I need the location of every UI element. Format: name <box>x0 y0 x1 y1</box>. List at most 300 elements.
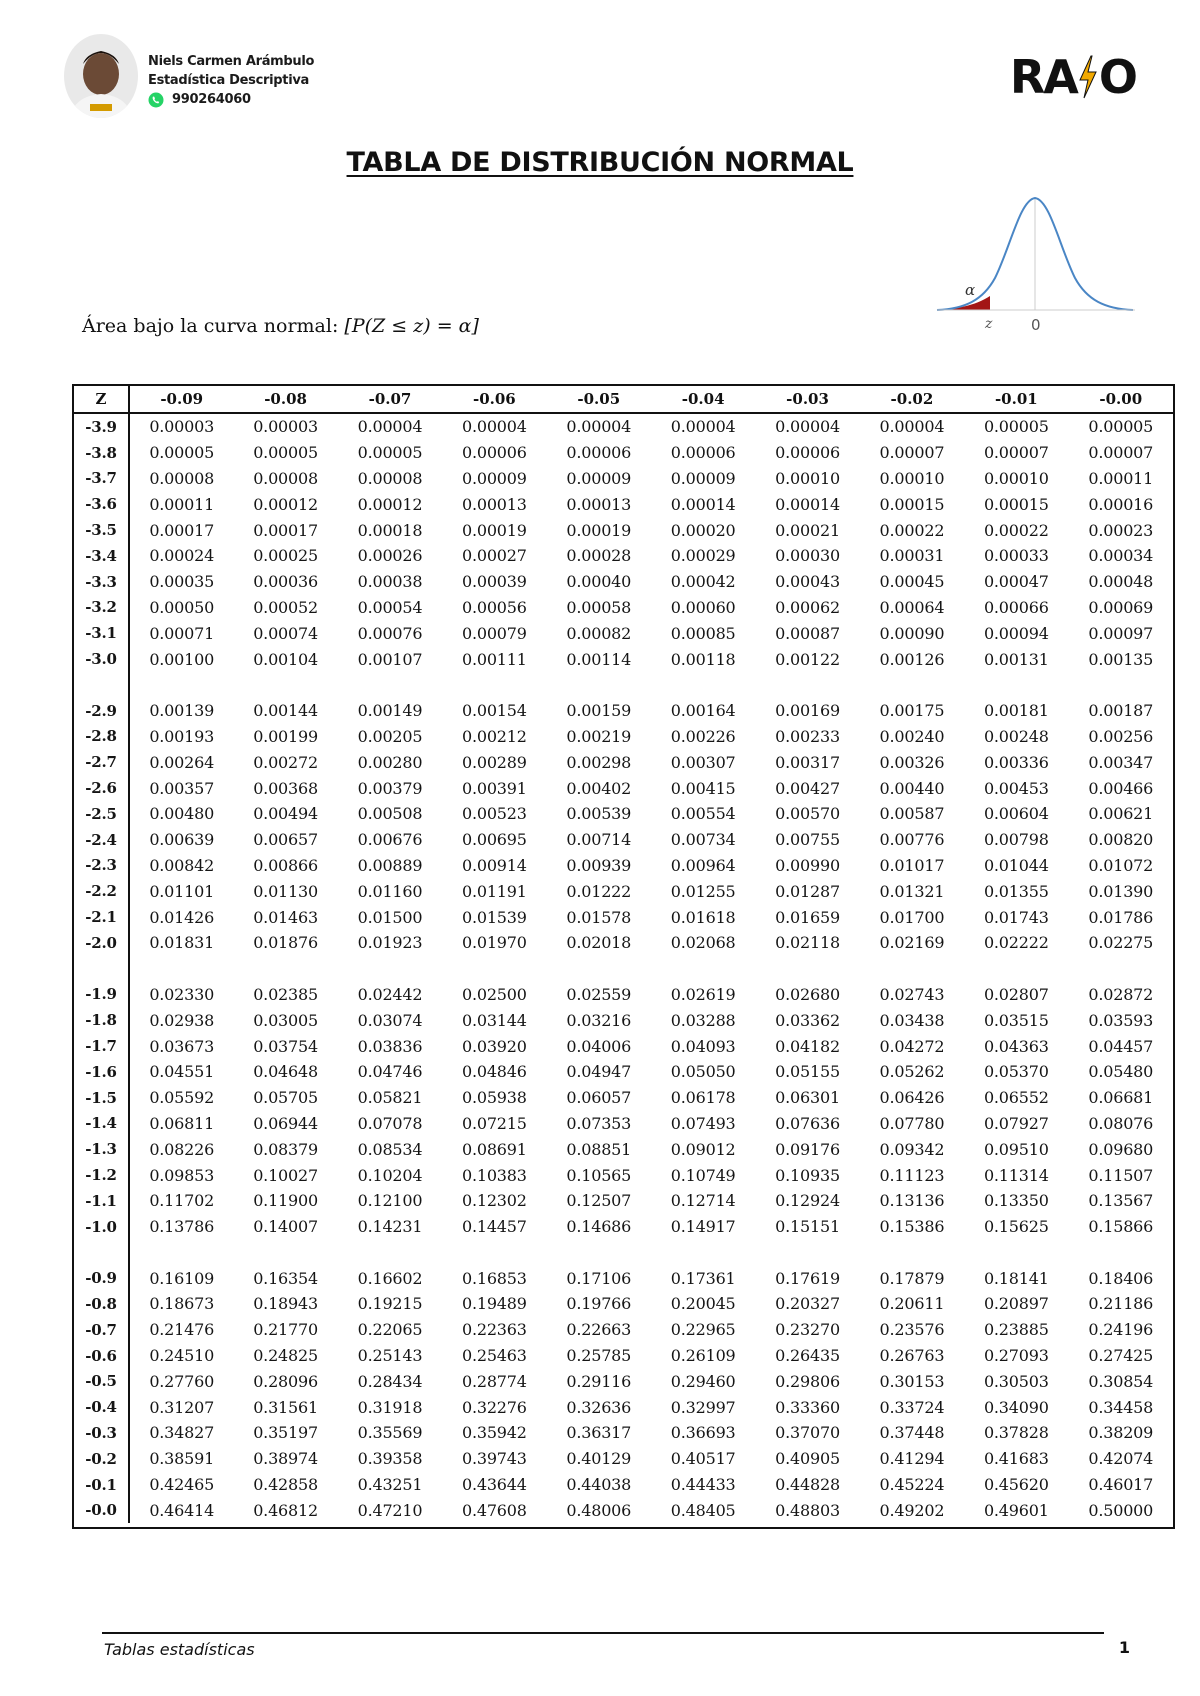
probability-cell: 0.46812 <box>253 1500 318 1520</box>
probability-cell: 0.04093 <box>670 1036 736 1056</box>
probability-cell: 0.03288 <box>670 1010 736 1030</box>
probability-cell: 0.00004 <box>670 417 736 437</box>
probability-cell: 0.00039 <box>461 572 527 592</box>
probability-cell: 0.02330 <box>149 984 215 1004</box>
spacer-cell <box>74 1240 129 1266</box>
spacer-cell <box>233 1240 337 1266</box>
probability-cell: 0.00023 <box>1088 520 1154 540</box>
probability-cell: 0.29806 <box>775 1371 840 1391</box>
probability-cell: 0.47608 <box>461 1500 527 1520</box>
probability-cell: 0.00097 <box>1088 623 1154 643</box>
spacer-cell <box>964 1240 1068 1266</box>
z-value-cell: -1.0 <box>74 1214 129 1240</box>
area-description <box>82 315 479 337</box>
spacer-cell <box>860 1240 964 1266</box>
probability-cell: 0.00755 <box>775 830 840 850</box>
probability-cell: 0.41294 <box>879 1449 945 1469</box>
probability-cell: 0.03673 <box>149 1036 215 1056</box>
probability-cell: 0.06178 <box>670 1088 736 1108</box>
probability-cell: 0.16354 <box>253 1268 318 1288</box>
table-row <box>74 1136 1173 1162</box>
probability-cell: 0.21770 <box>253 1320 318 1340</box>
probability-cell: 0.00169 <box>775 701 840 721</box>
probability-cell: 0.05262 <box>879 1062 945 1082</box>
probability-cell: 0.00480 <box>149 804 215 824</box>
probability-cell: 0.00357 <box>149 778 215 798</box>
probability-cell: 0.00013 <box>566 494 632 514</box>
probability-cell: 0.31918 <box>357 1397 423 1417</box>
probability-cell: 0.00233 <box>775 726 840 746</box>
probability-cell: 0.06944 <box>253 1113 318 1133</box>
probability-cell: 0.38209 <box>1088 1423 1154 1443</box>
zero-label: 0 <box>1031 316 1041 334</box>
probability-cell: 0.00090 <box>879 623 945 643</box>
column-header: -0.01 <box>964 386 1068 413</box>
z-value-cell: -3.2 <box>74 595 129 621</box>
spacer-cell <box>129 672 233 698</box>
probability-cell: 0.00012 <box>357 494 423 514</box>
block-spacer-row <box>74 1240 1173 1266</box>
probability-cell: 0.09510 <box>983 1139 1049 1159</box>
probability-cell: 0.00317 <box>775 752 840 772</box>
probability-cell: 0.13350 <box>983 1191 1049 1211</box>
page-number: 1 <box>1118 1638 1130 1657</box>
table-row <box>74 853 1173 879</box>
probability-cell: 0.01101 <box>149 881 215 901</box>
z-value-cell: -3.4 <box>74 543 129 569</box>
z-value-cell: -3.8 <box>74 440 129 466</box>
probability-cell: 0.00076 <box>357 623 423 643</box>
probability-cell: 0.00820 <box>1088 830 1154 850</box>
probability-cell: 0.06811 <box>149 1113 215 1133</box>
probability-cell: 0.00006 <box>566 443 632 463</box>
z-value-cell: -1.4 <box>74 1111 129 1137</box>
probability-cell: 0.48803 <box>775 1500 840 1520</box>
probability-cell: 0.00008 <box>149 468 215 488</box>
probability-cell: 0.00024 <box>149 546 215 566</box>
probability-cell: 0.00008 <box>253 468 318 488</box>
spacer-cell <box>74 672 129 698</box>
table-body <box>74 413 1173 1523</box>
probability-cell: 0.36693 <box>670 1423 736 1443</box>
z-value-cell: -1.5 <box>74 1085 129 1111</box>
spacer-cell <box>755 672 859 698</box>
probability-cell: 0.26763 <box>879 1346 945 1366</box>
z-value-cell: -3.9 <box>74 413 129 440</box>
z-value-cell: -3.3 <box>74 569 129 595</box>
probability-cell: 0.04457 <box>1088 1036 1154 1056</box>
probability-cell: 0.09012 <box>670 1139 736 1159</box>
probability-cell: 0.00402 <box>566 778 632 798</box>
table-row <box>74 466 1173 492</box>
probability-cell: 0.00006 <box>775 443 840 463</box>
probability-cell: 0.33724 <box>879 1397 945 1417</box>
probability-cell: 0.01970 <box>461 933 527 953</box>
z-value-cell: -2.6 <box>74 775 129 801</box>
probability-cell: 0.00012 <box>253 494 318 514</box>
probability-cell: 0.03362 <box>775 1010 840 1030</box>
table-row <box>74 517 1173 543</box>
block-spacer-row <box>74 956 1173 982</box>
probability-cell: 0.16853 <box>461 1268 527 1288</box>
probability-cell: 0.35942 <box>461 1423 527 1443</box>
probability-cell: 0.04182 <box>775 1036 840 1056</box>
probability-cell: 0.00212 <box>461 726 527 746</box>
alpha-shaded-area <box>937 296 990 310</box>
probability-cell: 0.14686 <box>566 1217 632 1237</box>
probability-cell: 0.00028 <box>566 546 632 566</box>
probability-cell: 0.44038 <box>566 1475 632 1495</box>
probability-cell: 0.00114 <box>566 649 632 669</box>
probability-cell: 0.00714 <box>566 830 632 850</box>
author-avatar <box>64 34 138 118</box>
probability-cell: 0.10565 <box>566 1165 632 1185</box>
probability-cell: 0.16109 <box>149 1268 215 1288</box>
probability-cell: 0.27093 <box>983 1346 1049 1366</box>
probability-cell: 0.00604 <box>983 804 1049 824</box>
probability-cell: 0.03593 <box>1088 1010 1154 1030</box>
probability-cell: 0.00022 <box>983 520 1049 540</box>
column-header: -0.06 <box>442 386 546 413</box>
probability-cell: 0.00079 <box>461 623 527 643</box>
probability-cell: 0.00554 <box>670 804 736 824</box>
probability-cell: 0.03754 <box>253 1036 318 1056</box>
probability-cell: 0.00776 <box>879 830 945 850</box>
probability-cell: 0.00015 <box>983 494 1049 514</box>
probability-cell: 0.01222 <box>566 881 632 901</box>
probability-cell: 0.48405 <box>670 1500 736 1520</box>
probability-cell: 0.00523 <box>461 804 527 824</box>
table-row <box>74 904 1173 930</box>
probability-cell: 0.00866 <box>253 855 318 875</box>
z-value-cell: -0.5 <box>74 1368 129 1394</box>
probability-cell: 0.00621 <box>1088 804 1154 824</box>
probability-cell: 0.00368 <box>253 778 318 798</box>
spacer-cell <box>338 672 442 698</box>
probability-cell: 0.00038 <box>357 572 423 592</box>
probability-cell: 0.01618 <box>670 907 736 927</box>
z-value-cell: -3.5 <box>74 517 129 543</box>
table-row <box>74 646 1173 672</box>
probability-cell: 0.00018 <box>357 520 423 540</box>
probability-cell: 0.00011 <box>1088 468 1154 488</box>
probability-cell: 0.00048 <box>1088 572 1154 592</box>
probability-cell: 0.28096 <box>253 1371 318 1391</box>
spacer-cell <box>547 956 651 982</box>
spacer-cell <box>651 956 755 982</box>
z-value-cell: -0.9 <box>74 1265 129 1291</box>
probability-cell: 0.00347 <box>1088 752 1154 772</box>
probability-cell: 0.31561 <box>253 1397 318 1417</box>
probability-cell: 0.35569 <box>357 1423 423 1443</box>
probability-cell: 0.00043 <box>775 572 840 592</box>
probability-cell: 0.02018 <box>566 933 632 953</box>
probability-cell: 0.07927 <box>983 1113 1049 1133</box>
probability-cell: 0.00006 <box>670 443 736 463</box>
probability-cell: 0.00030 <box>775 546 840 566</box>
probability-cell: 0.07493 <box>670 1113 736 1133</box>
table-row <box>74 543 1173 569</box>
probability-cell: 0.29460 <box>670 1371 736 1391</box>
probability-cell: 0.00181 <box>983 701 1049 721</box>
probability-cell: 0.00085 <box>670 623 736 643</box>
probability-cell: 0.06426 <box>879 1088 945 1108</box>
probability-cell: 0.00074 <box>253 623 318 643</box>
probability-cell: 0.00199 <box>253 726 318 746</box>
probability-cell: 0.15386 <box>879 1217 945 1237</box>
probability-cell: 0.02807 <box>983 984 1049 1004</box>
probability-cell: 0.00248 <box>983 726 1049 746</box>
probability-cell: 0.02619 <box>670 984 736 1004</box>
probability-cell: 0.06057 <box>566 1088 632 1108</box>
probability-cell: 0.00587 <box>879 804 945 824</box>
spacer-cell <box>129 1240 233 1266</box>
probability-cell: 0.27760 <box>149 1371 215 1391</box>
probability-cell: 0.00240 <box>879 726 945 746</box>
probability-cell: 0.00149 <box>357 701 423 721</box>
probability-cell: 0.00205 <box>357 726 423 746</box>
probability-cell: 0.00107 <box>357 649 423 669</box>
spacer-cell <box>547 1240 651 1266</box>
probability-cell: 0.00004 <box>566 417 632 437</box>
probability-cell: 0.10204 <box>357 1165 423 1185</box>
z-value-cell: -1.3 <box>74 1136 129 1162</box>
probability-cell: 0.00842 <box>149 855 215 875</box>
probability-cell: 0.11900 <box>253 1191 318 1211</box>
probability-cell: 0.20045 <box>670 1294 736 1314</box>
phone-number: 990264060 <box>172 92 251 107</box>
z-value-cell: -0.1 <box>74 1472 129 1498</box>
probability-cell: 0.17361 <box>670 1268 736 1288</box>
z-value-cell: -1.7 <box>74 1033 129 1059</box>
table-row <box>74 698 1173 724</box>
probability-cell: 0.00040 <box>566 572 632 592</box>
probability-cell: 0.17879 <box>879 1268 945 1288</box>
probability-cell: 0.26109 <box>670 1346 736 1366</box>
column-header: -0.08 <box>233 386 337 413</box>
probability-cell: 0.10749 <box>670 1165 736 1185</box>
spacer-cell <box>1069 956 1173 982</box>
probability-cell: 0.25785 <box>566 1346 632 1366</box>
z-value-cell: -2.3 <box>74 853 129 879</box>
probability-cell: 0.00004 <box>879 417 945 437</box>
spacer-cell <box>964 672 1068 698</box>
probability-cell: 0.00427 <box>775 778 840 798</box>
probability-cell: 0.11702 <box>149 1191 215 1211</box>
probability-cell: 0.48006 <box>566 1500 632 1520</box>
probability-cell: 0.05821 <box>357 1088 423 1108</box>
probability-cell: 0.32636 <box>566 1397 632 1417</box>
probability-cell: 0.32276 <box>461 1397 527 1417</box>
probability-cell: 0.00280 <box>357 752 423 772</box>
probability-cell: 0.35197 <box>253 1423 318 1443</box>
probability-cell: 0.00034 <box>1088 546 1154 566</box>
probability-cell: 0.00639 <box>149 830 215 850</box>
probability-cell: 0.02118 <box>775 933 840 953</box>
table-row <box>74 749 1173 775</box>
probability-cell: 0.07780 <box>879 1113 945 1133</box>
probability-cell: 0.37070 <box>775 1423 840 1443</box>
spacer-cell <box>442 672 546 698</box>
z-value-cell: -0.7 <box>74 1317 129 1343</box>
probability-cell: 0.00307 <box>670 752 736 772</box>
probability-cell: 0.00017 <box>149 520 215 540</box>
probability-cell: 0.00004 <box>775 417 840 437</box>
table-row <box>74 1033 1173 1059</box>
table-row <box>74 801 1173 827</box>
probability-cell: 0.00379 <box>357 778 423 798</box>
probability-cell: 0.04648 <box>253 1062 318 1082</box>
probability-cell: 0.00027 <box>461 546 527 566</box>
whatsapp-icon <box>148 92 164 108</box>
probability-cell: 0.34458 <box>1088 1397 1154 1417</box>
probability-cell: 0.18406 <box>1088 1268 1154 1288</box>
z-value-cell: -3.1 <box>74 620 129 646</box>
probability-cell: 0.36317 <box>566 1423 632 1443</box>
probability-cell: 0.12302 <box>461 1191 527 1211</box>
table-row <box>74 1291 1173 1317</box>
z-value-cell: -2.1 <box>74 904 129 930</box>
probability-cell: 0.02500 <box>461 984 527 1004</box>
probability-cell: 0.01700 <box>879 907 945 927</box>
probability-cell: 0.26435 <box>775 1346 840 1366</box>
probability-cell: 0.30854 <box>1088 1371 1154 1391</box>
page-header <box>0 0 1200 140</box>
spacer-cell <box>442 1240 546 1266</box>
probability-cell: 0.45224 <box>879 1475 945 1495</box>
spacer-cell <box>442 956 546 982</box>
z-value-cell: -2.7 <box>74 749 129 775</box>
probability-cell: 0.00005 <box>357 443 423 463</box>
probability-cell: 0.00135 <box>1088 649 1154 669</box>
table-row <box>74 1111 1173 1137</box>
probability-cell: 0.40905 <box>775 1449 840 1469</box>
table-row <box>74 1343 1173 1369</box>
probability-cell: 0.10935 <box>775 1165 840 1185</box>
probability-cell: 0.28434 <box>357 1371 423 1391</box>
author-name: Niels Carmen Arámbulo <box>148 54 315 69</box>
probability-cell: 0.00009 <box>566 468 632 488</box>
probability-cell: 0.24510 <box>149 1346 215 1366</box>
normal-distribution-table <box>72 384 1175 1529</box>
area-description-prefix: Área bajo la curva normal: <box>82 315 339 337</box>
probability-cell: 0.46017 <box>1088 1475 1154 1495</box>
probability-cell: 0.09342 <box>879 1139 945 1159</box>
probability-cell: 0.00026 <box>357 546 423 566</box>
probability-cell: 0.11507 <box>1088 1165 1154 1185</box>
probability-cell: 0.01191 <box>461 881 527 901</box>
probability-cell: 0.19766 <box>566 1294 632 1314</box>
probability-cell: 0.03515 <box>983 1010 1049 1030</box>
footer-label: Tablas estadísticas <box>104 1640 255 1659</box>
z-column-header: Z <box>74 386 129 413</box>
table-row <box>74 1085 1173 1111</box>
probability-cell: 0.00011 <box>149 494 215 514</box>
probability-cell: 0.00016 <box>1088 494 1154 514</box>
table-row <box>74 1059 1173 1085</box>
probability-cell: 0.02938 <box>149 1010 215 1030</box>
column-header: -0.03 <box>755 386 859 413</box>
probability-cell: 0.00010 <box>879 468 945 488</box>
probability-cell: 0.12924 <box>775 1191 840 1211</box>
probability-cell: 0.02559 <box>566 984 632 1004</box>
probability-cell: 0.00087 <box>775 623 840 643</box>
probability-cell: 0.00256 <box>1088 726 1154 746</box>
probability-cell: 0.43644 <box>461 1475 527 1495</box>
table-row <box>74 1317 1173 1343</box>
probability-cell: 0.22965 <box>670 1320 736 1340</box>
spacer-cell <box>651 1240 755 1266</box>
table-row <box>74 491 1173 517</box>
probability-cell: 0.00007 <box>1088 443 1154 463</box>
probability-cell: 0.08379 <box>253 1139 318 1159</box>
table-row <box>74 930 1173 956</box>
probability-cell: 0.00035 <box>149 572 215 592</box>
probability-cell: 0.00100 <box>149 649 215 669</box>
table-row <box>74 1446 1173 1472</box>
probability-cell: 0.00054 <box>357 597 423 617</box>
probability-cell: 0.11314 <box>983 1165 1049 1185</box>
table-row <box>74 1472 1173 1498</box>
probability-cell: 0.00175 <box>879 701 945 721</box>
probability-cell: 0.01659 <box>775 907 840 927</box>
probability-cell: 0.00104 <box>253 649 318 669</box>
spacer-cell <box>233 956 337 982</box>
z-value-cell: -1.9 <box>74 982 129 1008</box>
probability-cell: 0.01355 <box>983 881 1049 901</box>
probability-cell: 0.00159 <box>566 701 632 721</box>
probability-cell: 0.19215 <box>357 1294 423 1314</box>
probability-cell: 0.39743 <box>461 1449 527 1469</box>
probability-cell: 0.00453 <box>983 778 1049 798</box>
probability-cell: 0.15151 <box>775 1217 840 1237</box>
probability-cell: 0.03005 <box>253 1010 318 1030</box>
probability-cell: 0.04363 <box>983 1036 1049 1056</box>
probability-cell: 0.00131 <box>983 649 1049 669</box>
probability-cell: 0.02743 <box>879 984 945 1004</box>
probability-cell: 0.09680 <box>1088 1139 1154 1159</box>
table-row <box>74 595 1173 621</box>
probability-cell: 0.08076 <box>1088 1113 1154 1133</box>
probability-cell: 0.00003 <box>253 417 318 437</box>
probability-cell: 0.15625 <box>983 1217 1049 1237</box>
probability-cell: 0.32997 <box>670 1397 736 1417</box>
probability-cell: 0.22363 <box>461 1320 527 1340</box>
probability-cell: 0.05705 <box>253 1088 318 1108</box>
probability-cell: 0.01160 <box>357 881 423 901</box>
probability-cell: 0.01831 <box>149 933 215 953</box>
probability-cell: 0.25463 <box>461 1346 527 1366</box>
probability-cell: 0.00045 <box>879 572 945 592</box>
probability-cell: 0.00326 <box>879 752 945 772</box>
z-value-cell: -0.6 <box>74 1343 129 1369</box>
probability-cell: 0.49601 <box>983 1500 1049 1520</box>
probability-cell: 0.00889 <box>357 855 423 875</box>
z-value-cell: -0.3 <box>74 1420 129 1446</box>
z-value-cell: -1.1 <box>74 1188 129 1214</box>
probability-cell: 0.00013 <box>461 494 527 514</box>
probability-cell: 0.05592 <box>149 1088 215 1108</box>
probability-cell: 0.00734 <box>670 830 736 850</box>
probability-cell: 0.07353 <box>566 1113 632 1133</box>
probability-cell: 0.00052 <box>253 597 318 617</box>
probability-cell: 0.03074 <box>357 1010 423 1030</box>
probability-cell: 0.01044 <box>983 855 1049 875</box>
probability-cell: 0.00289 <box>461 752 527 772</box>
z-label: z <box>985 316 993 332</box>
probability-cell: 0.14007 <box>253 1217 318 1237</box>
probability-cell: 0.00440 <box>879 778 945 798</box>
